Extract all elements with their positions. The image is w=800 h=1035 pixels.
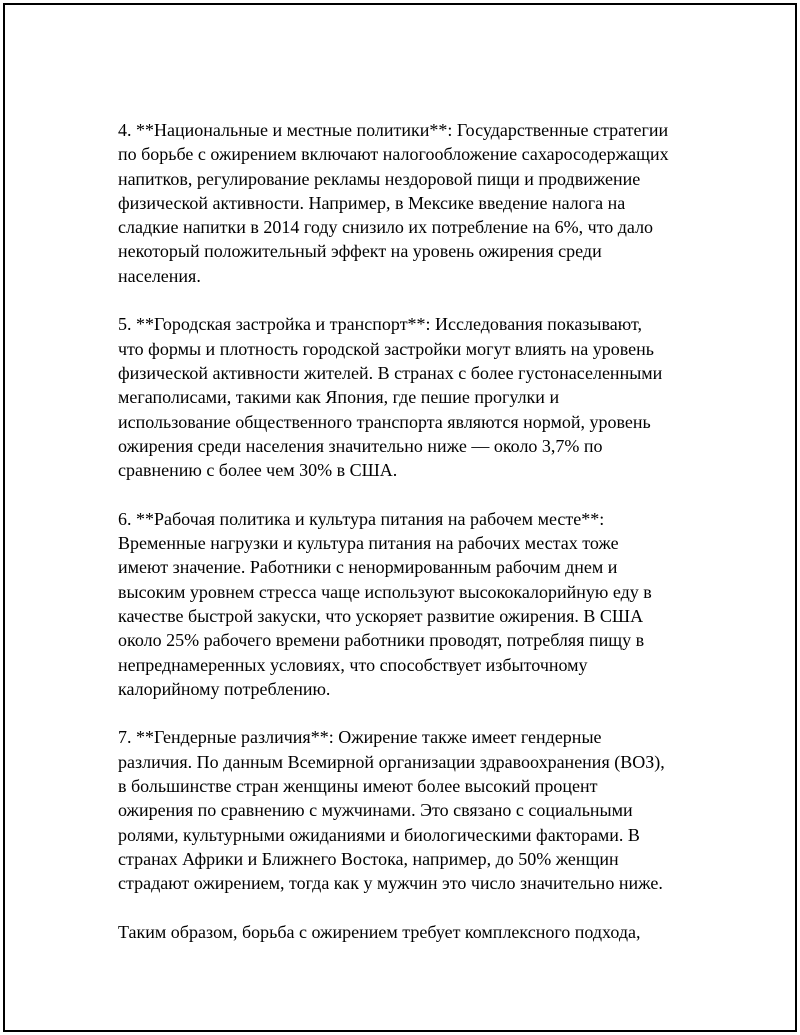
paragraph-point-7 xyxy=(118,725,718,895)
text-line: странах Африки и Ближнего Востока, например, до 50% женщин xyxy=(118,848,619,869)
text-line: калорийному потреблению. xyxy=(118,678,331,699)
paragraph-point-6 xyxy=(118,507,718,701)
text-line: физической активности. Например, в Мексике введение налога на xyxy=(118,192,626,213)
paragraph-conclusion xyxy=(118,920,718,944)
text-line: мегаполисами, такими как Япония, где пешие прогулки и xyxy=(118,387,560,408)
text-line: Временные нагрузки и культура питания на рабочих местах тоже xyxy=(118,533,619,554)
text-line: высоким уровнем стресса чаще используют высококалорийную еду в xyxy=(118,581,652,602)
paragraph-point-4 xyxy=(118,118,718,288)
text-line: непреднамеренных условиях, что способствует избыточному xyxy=(118,654,588,675)
text-line: 5. **Городская застройка и транспорт**: Исследования показывают, xyxy=(118,314,642,335)
text-line: около 25% рабочего времени работники проводят, потребляя пищу в xyxy=(118,630,645,651)
text-line: качестве быстрой закуски, что ускоряет развитие ожирения. В США xyxy=(118,605,644,626)
text-line: имеют значение. Работники с ненормированным рабочим днем и xyxy=(118,557,618,578)
text-line: 4. **Национальные и местные политики**: Государственные стратегии xyxy=(118,120,669,140)
text-line: 6. **Рабочая политика и культура питания на рабочем месте**: xyxy=(118,508,605,529)
text-line: использование общественного транспорта являются нормой, уровень xyxy=(118,411,651,432)
text-line: физической активности жителей. В странах с более густонаселенными xyxy=(118,362,663,383)
text-line: населения. xyxy=(118,265,201,286)
text-line: сравнению с более чем 30% в США. xyxy=(118,460,398,481)
text-line: по борьбе с ожирением включают налогообложение сахаросодержащих xyxy=(118,144,669,165)
text-line: что формы и плотность городской застройки могут влиять на уровень xyxy=(118,338,655,359)
text-line: некоторый положительный эффект на уровень ожирения среди xyxy=(118,241,602,262)
text-line: ожирения среди населения значительно ниже — около 3,7% по xyxy=(118,435,603,456)
document-body xyxy=(118,118,718,968)
paragraph-point-5 xyxy=(118,312,718,482)
text-line: в большинстве стран женщины имеют более высокий процент xyxy=(118,776,598,797)
text-line: напитков, регулирование рекламы нездоровой пищи и продвижение xyxy=(118,168,641,189)
text-line: страдают ожирением, тогда как у мужчин это число значительно ниже. xyxy=(118,873,663,894)
text-line: Таким образом, борьба с ожирением требует комплексного подхода, xyxy=(118,921,641,942)
text-line: ожирения по сравнению с мужчинами. Это связано с социальными xyxy=(118,800,633,821)
text-line: ролями, культурными ожиданиями и биологическими факторами. В xyxy=(118,824,640,845)
text-line: различия. По данным Всемирной организации здравоохранения (ВОЗ), xyxy=(118,751,665,772)
text-line: 7. **Гендерные различия**: Ожирение также имеет гендерные xyxy=(118,727,602,748)
text-line: сладкие напитки в 2014 году снизило их потребление на 6%, что дало xyxy=(118,217,654,238)
